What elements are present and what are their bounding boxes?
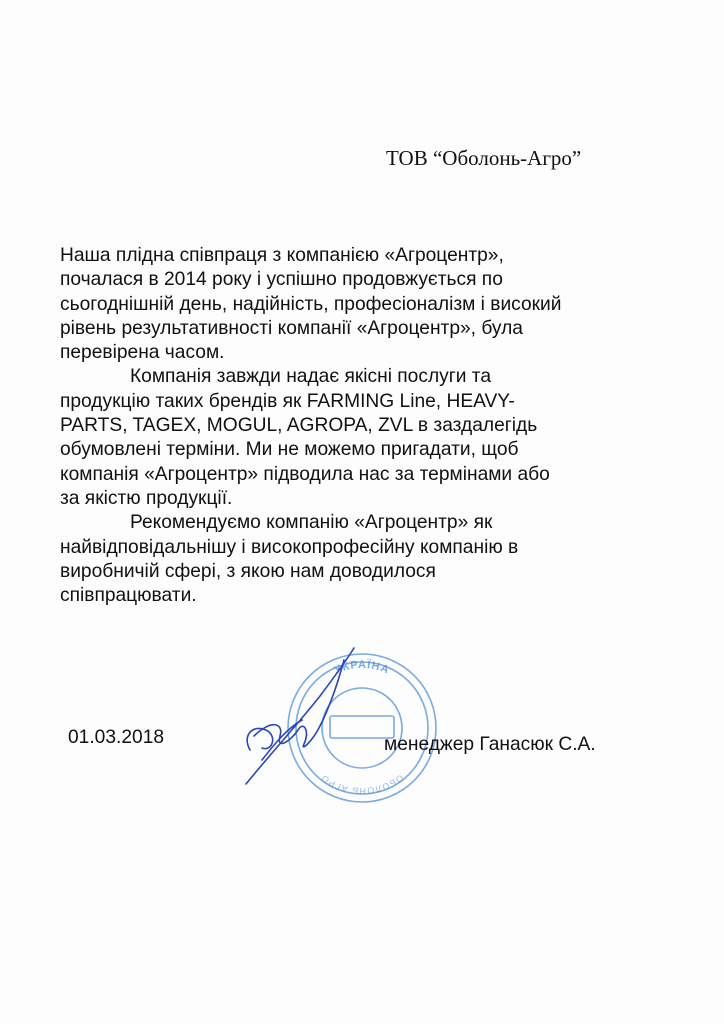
signature-mark xyxy=(232,640,382,790)
body-line: співпрацювати. xyxy=(60,585,197,607)
body-line: PARTS, TAGEX, MOGUL, AGROPA, ZVL в заздалегідь xyxy=(60,415,538,437)
body-line: Наша плідна співпраця з компанією «Агроцентр», xyxy=(60,245,504,266)
body-line: перевірена часом. xyxy=(60,342,225,364)
body-line: виробничій сфері, з якою нам доводилося xyxy=(60,560,436,582)
body-line: продукцію таких брендів як FARMING Line, HEAVY- xyxy=(60,390,515,412)
body-line: найвідповідальнішу і високопрофесійну компанію в xyxy=(60,536,519,558)
body-line: Рекомендуємо компанію «Агроцентр» як xyxy=(130,512,493,534)
body-line: рівень результативності компанії «Агроцентр», була xyxy=(60,317,523,339)
svg-text:ОБОЛОНЬ АГРО: ОБОЛОНЬ АГРО xyxy=(318,772,406,797)
letter-date: 01.03.2018 xyxy=(68,727,165,748)
company-name: ТОВ “Оболонь-Агро” xyxy=(386,146,582,170)
letter-body xyxy=(60,244,580,608)
body-line: Компанія завжди надає якісні послуги та xyxy=(130,366,492,388)
signer-name: менеджер Ганасюк С.А. xyxy=(384,734,596,755)
body-line: сьогоднішній день, надійність, професіоналізм і високий xyxy=(60,293,562,315)
svg-text:УКРАЇНА: УКРАЇНА xyxy=(332,658,392,677)
body-line: за якістю продукції. xyxy=(60,487,233,509)
body-line: почалася в 2014 року і успішно продовжується по xyxy=(60,269,503,291)
body-line: компанія «Агроцентр» підводила нас за термінами або xyxy=(60,463,550,485)
body-line: обумовлені терміни. Ми не можемо пригадати, щоб xyxy=(60,439,519,461)
